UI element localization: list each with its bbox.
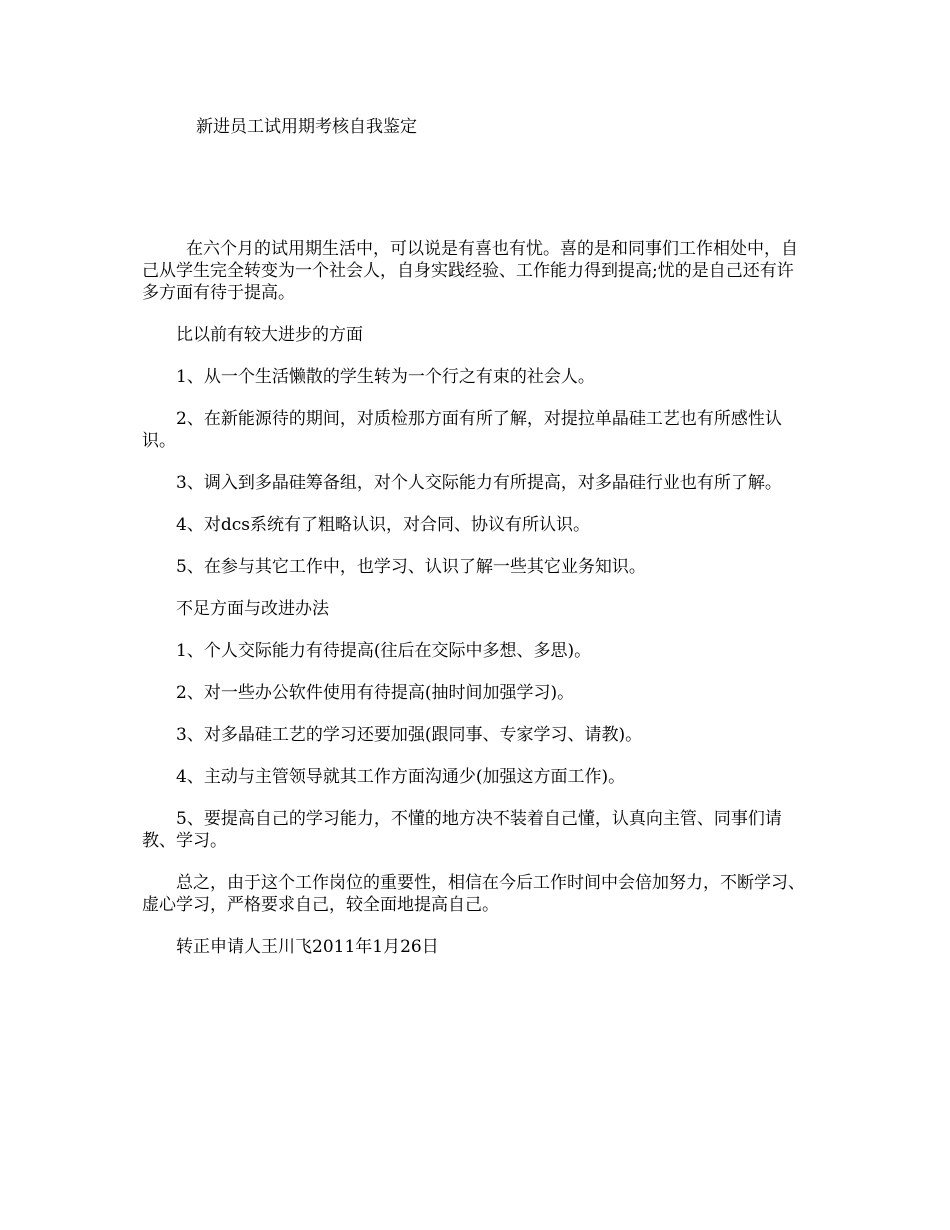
improvement-item-5: 5、要提高自己的学习能力，不懂的地方决不装着自己懂，认真向主管、同事们请教、学习。 [142, 809, 782, 851]
progress-item-2: 2、在新能源待的期间，对质检那方面有所了解，对提拉单晶硅工艺也有所感性认识。 [142, 409, 782, 451]
section-heading-improvement: 不足方面与改进办法 [176, 599, 329, 619]
conclusion-paragraph: 总之，由于这个工作岗位的重要性，相信在今后工作时间中会倍加努力，不断学习、虚心学习，严格要求自己，较全面地提高自己。 [142, 873, 805, 915]
section-heading-progress: 比以前有较大进步的方面 [176, 325, 363, 345]
improvement-item-3: 3、对多晶硅工艺的学习还要加强(跟同事、专家学习、请教)。 [176, 725, 643, 745]
progress-item-4: 4、对dcs系统有了粗略认识，对合同、协议有所认识。 [176, 515, 590, 535]
intro-paragraph: 在六个月的试用期生活中，可以说是有喜也有忧。喜的是和同事们工作相处中，自己从学生完全转变为一个社会人，自身实践经验、工作能力得到提高;忧的是自己还有许多方面有待于提高。 [142, 239, 798, 303]
improvement-item-1: 1、个人交际能力有待提高(往后在交际中多想、多思)。 [176, 641, 592, 661]
progress-item-3: 3、调入到多晶硅筹备组，对个人交际能力有所提高，对多晶硅行业也有所了解。 [176, 473, 782, 493]
progress-item-5: 5、在参与其它工作中，也学习、认识了解一些其它业务知识。 [176, 557, 646, 577]
improvement-item-2: 2、对一些办公软件使用有待提高(抽时间加强学习)。 [176, 683, 575, 703]
document-body [142, 238, 806, 978]
document-title: 新进员工试用期考核自我鉴定 [196, 117, 417, 137]
signature-line: 转正申请人王川飞2011年1月26日 [176, 937, 439, 957]
progress-item-1: 1、从一个生活懒散的学生转为一个行之有束的社会人。 [176, 367, 595, 387]
improvement-item-4: 4、主动与主管领导就其工作方面沟通少(加强这方面工作)。 [176, 767, 626, 787]
